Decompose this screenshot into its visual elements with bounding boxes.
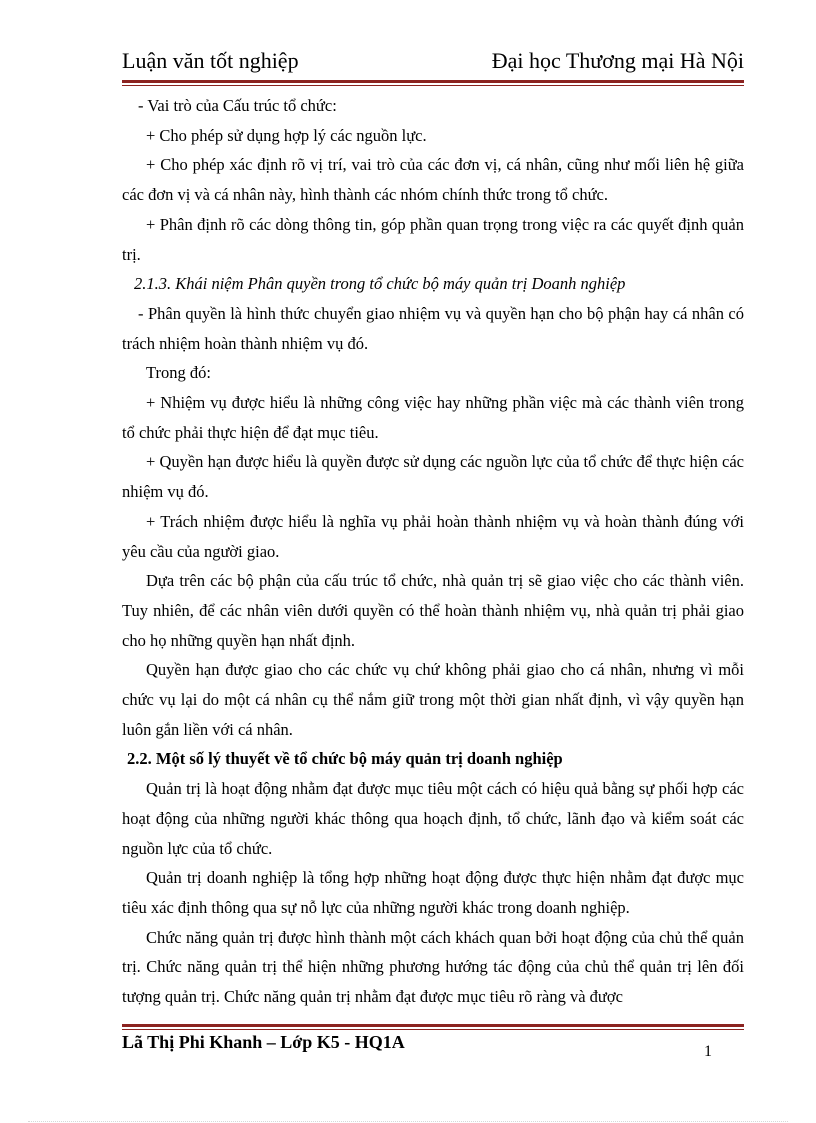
paragraph: - Phân quyền là hình thức chuyển giao nhiệm vụ và quyền hạn cho bộ phận hay cá nhân có trách nhiệm hoàn thành nhiệm vụ đó. xyxy=(122,303,744,353)
paragraph: + Nhiệm vụ được hiểu là những công việc hay những phần việc mà các thành viên trong tổ chức phải thực hiện để đạt mục tiêu. xyxy=(122,393,744,442)
paragraph: + Phân định rõ các dòng thông tin, góp phần quan trọng trong việc ra các quyết định quản trị. xyxy=(122,214,744,264)
page-edge-divider xyxy=(28,1121,788,1122)
header-rule xyxy=(122,80,744,86)
subsection-heading: 2.1.3. Khái niệm Phân quyền trong tổ chức bộ máy quản trị Doanh nghiệp xyxy=(134,274,626,294)
paragraph: Quản trị doanh nghiệp là tổng hợp những hoạt động được thực hiện nhằm đạt được mục tiêu xác định thông qua sự nỗ lực của những người khác trong doanh nghiệp. xyxy=(122,868,744,917)
paragraph: + Cho phép sử dụng hợp lý các nguồn lực. xyxy=(146,125,427,145)
paragraph: - Vai trò của Cấu trúc tổ chức: xyxy=(138,96,337,115)
page-number: 1 xyxy=(704,1043,712,1060)
paragraph: Quản trị là hoạt động nhằm đạt được mục tiêu một cách có hiệu quả bằng sự phối hợp các hoạt động của những người khác thông qua hoạch định, tổ chức, lãnh đạo và kiểm soát các nguồn lực của tổ chức. xyxy=(122,779,744,858)
thesis-title: Luận văn tốt nghiệp xyxy=(122,48,299,73)
paragraph: Chức năng quản trị được hình thành một cách khách quan bởi hoạt động của chủ thể quản trị. Chức năng quản trị thể hiện những phương hướng tác động của chủ thể quản trị lên đối tượng quản trị. Chức năng quản trị nhằm đạt được mục tiêu rõ ràng và được xyxy=(122,927,744,1007)
paragraph: Trong đó: xyxy=(146,363,211,383)
university-name: Đại học Thương mại Hà Nội xyxy=(491,48,744,73)
body-text xyxy=(122,91,744,1012)
paragraph: Dựa trên các bộ phận của cấu trúc tổ chức, nhà quản trị sẽ giao việc cho các thành viên. Tuy nhiên, để các nhân viên dưới quyền có thể hoàn thành nhiệm vụ, nhà quản trị phải giao cho họ những quyền hạn nhất định. xyxy=(122,571,744,650)
paragraph: + Trách nhiệm được hiểu là nghĩa vụ phải hoàn thành nhiệm vụ và hoàn thành đúng với yêu cầu của người giao. xyxy=(122,511,744,561)
paragraph: Quyền hạn được giao cho các chức vụ chứ không phải giao cho cá nhân, nhưng vì mỗi chức vụ lại do một cá nhân cụ thể nắm giữ trong một thời gian nhất định, vì vậy quyền hạn luôn gắn liền với cá nhân. xyxy=(122,660,744,739)
footer-author: Lã Thị Phi Khanh – Lớp K5 - HQ1A xyxy=(122,1032,405,1052)
section-heading: 2.2. Một số lý thuyết về tổ chức bộ máy quản trị doanh nghiệp xyxy=(127,749,563,769)
paragraph: + Cho phép xác định rõ vị trí, vai trò của các đơn vị, cá nhân, cũng như mối liên hệ giữa các đơn vị và cá nhân này, hình thành các nhóm chính thức trong tổ chức. xyxy=(122,155,744,205)
paragraph: + Quyền hạn được hiểu là quyền được sử dụng các nguồn lực của tổ chức để thực hiện các nhiệm vụ đó. xyxy=(122,452,744,502)
page-header xyxy=(122,48,744,78)
footer-rule xyxy=(122,1024,744,1030)
